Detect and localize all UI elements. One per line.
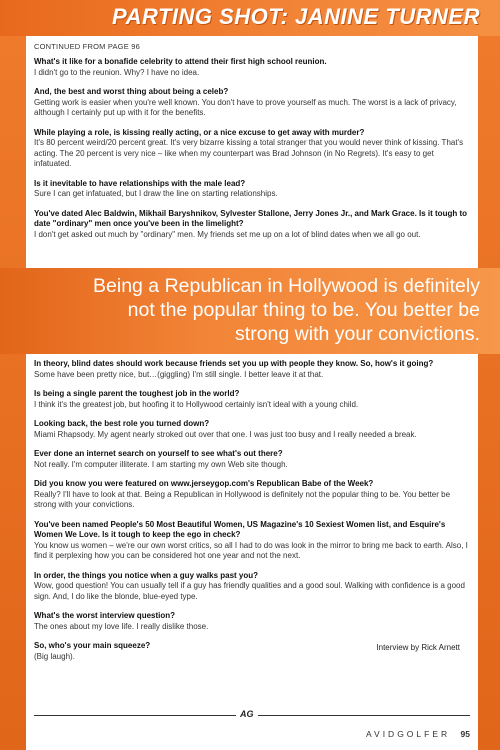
question: In order, the things you notice when a guy walks past you?	[34, 570, 259, 580]
orange-border-right	[478, 0, 500, 750]
question: Did you know you were featured on www.jerseygop.com's Republican Babe of the Week?	[34, 479, 374, 488]
qa-item	[34, 57, 470, 78]
qa-item	[34, 520, 470, 562]
answer: I don't get asked out much by "ordinary" men. My friends set me up on a lot of blind dates when we all go out.	[34, 229, 421, 239]
pull-quote: Being a Republican in Hollywood is definitely not the popular thing to be. You better be strong with your convictions.	[93, 275, 480, 345]
continued-note: CONTINUED FROM PAGE 96	[34, 42, 140, 51]
answer: Getting work is easier when you're well known. You don't have to prove yourself as much. The worst is a lack of privacy, although I certainly put up with it for the benefits.	[34, 97, 457, 117]
qa-item	[34, 571, 470, 603]
qa-item	[34, 359, 470, 380]
answer: Really? I'll have to look at that. Being a Republican in Hollywood is definitely not the popular thing to be. You better be strong with your convictions.	[34, 489, 451, 509]
qa-item	[34, 641, 150, 662]
question: Is being a single parent the toughest job in the world?	[34, 389, 240, 398]
qa-item	[34, 419, 470, 440]
qa-item	[34, 209, 470, 241]
question: What's it like for a bonafide celebrity to attend their first high school reunion.	[34, 57, 327, 66]
magazine-name: AVIDGOLFER	[365, 729, 451, 739]
question: And, the best and worst thing about being a celeb?	[34, 87, 229, 96]
answer: Miami Rhapsody. My agent nearly stroked out over that one. I was just too busy and I really needed a break.	[34, 429, 417, 439]
page-number: 95	[460, 729, 470, 739]
question: Looking back, the best role you turned down?	[34, 419, 210, 428]
question: Ever done an internet search on yourself to see what's out there?	[34, 449, 283, 458]
question: So, who's your main squeeze?	[34, 641, 151, 650]
page-title: PARTING SHOT: JANINE TURNER	[112, 4, 480, 29]
question: You've dated Alec Baldwin, Mikhail Baryshnikov, Sylvester Stallone, Jerry Jones Jr., and Mark Grace. Is it tough to date "ordinary" men once you've been in the limelight?	[34, 208, 468, 228]
qa-item	[34, 87, 470, 119]
answer: Not really. I'm computer illiterate. I am starting my own Web site though.	[34, 459, 288, 469]
byline: Interview by Rick Arnett	[376, 643, 460, 652]
question: What's the worst interview question?	[34, 611, 176, 620]
qa-item	[34, 179, 470, 200]
answer: Sure I can get infatuated, but I draw the line on starting relationships.	[34, 189, 278, 198]
page-footer	[366, 729, 470, 739]
question: You've been named People's 50 Most Beautiful Women, US Magazine's 10 Sexiest Women list, and Esquire's Women We Love. Is it tough to keep the ego in check?	[34, 519, 446, 539]
answer: The ones about my love life. I really dislike those.	[34, 621, 209, 631]
final-qa-row	[34, 641, 470, 671]
top-article-section	[34, 36, 470, 268]
answer: I didn't go to the reunion. Why? I have no idea.	[34, 67, 200, 77]
answer: It's 80 percent weird/20 percent great. It's very bizarre kissing a total stranger that you would never think of kissing. That's acting. The 20 percent is very nice – like when my counterpart was Brad Johnson (in No Regrets). It's easy to get infatuated.	[34, 138, 464, 168]
orange-border-left	[0, 0, 26, 750]
answer: Some have been pretty nice, but…(giggling) I'm still single. I better leave it at that.	[34, 369, 324, 379]
qa-item	[34, 611, 470, 632]
qa-item	[34, 128, 470, 170]
qa-item	[34, 389, 470, 410]
question: While playing a role, is kissing really acting, or a nice excuse to get away with murder?	[34, 127, 365, 137]
answer: You know us women – we're our own worst critics, so all I had to do was look in the mirror to bring me back to earth. Also, I find it perplexing how you can be considered hot one year and not the next.	[34, 540, 468, 560]
bottom-article-section	[34, 359, 470, 671]
qa-item	[34, 449, 470, 470]
ag-logo: AG	[236, 709, 258, 719]
answer: I think it's the greatest job, but hoofing it to Hollywood certainly isn't ideal with a young child.	[34, 399, 359, 409]
answer: (Big laugh).	[34, 651, 75, 661]
answer: Wow, good question! You can usually tell if a guy has friendly qualities and a good soul. Walking with confidence is a good sign. And, I do like the blonde, blue-eyed type.	[34, 581, 465, 601]
question: In theory, blind dates should work because friends set you up with people they know. So, how's it going?	[34, 359, 434, 368]
question: Is it inevitable to have relationships with the male lead?	[34, 178, 246, 188]
qa-item	[34, 479, 470, 511]
